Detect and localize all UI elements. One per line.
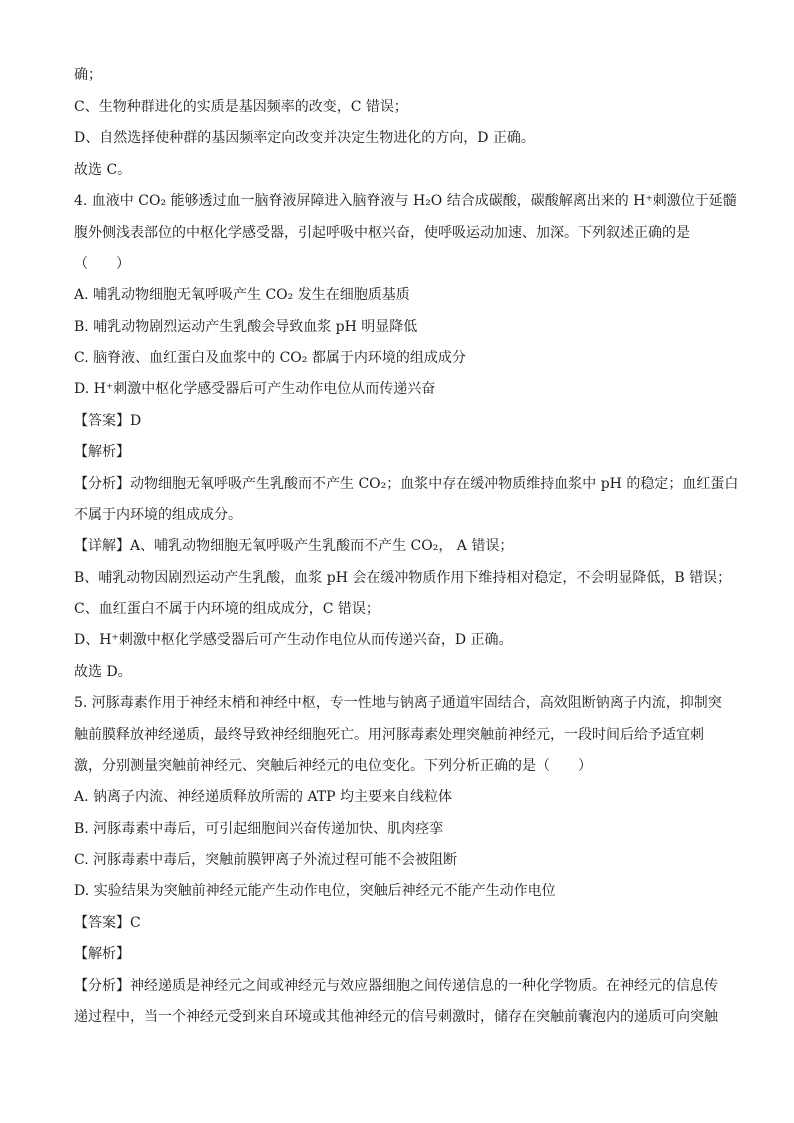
detail-text: C、血红蛋白不属于内环境的组成成分，C 错误； [74, 601, 380, 617]
analysis-text: 不属于内环境的组成成分。 [74, 507, 242, 523]
text-line: 确； [74, 67, 102, 83]
analysis-heading: 【解析】 [74, 444, 130, 460]
option-c: C. 脑脊液、血红蛋白及血浆中的 CO₂ 都属于内环境的组成成分 [74, 350, 466, 366]
question-5-stem: 激，分别测量突触前神经元、突触后神经元的电位变化。下列分析正确的是（ ） [74, 758, 592, 774]
analysis-text: 【分析】神经递质是神经元之间或神经元与效应器细胞之间传递信息的一种化学物质。在神经元的信息传 [74, 978, 718, 994]
detail-text: B、哺乳动物因剧烈运动产生乳酸，血浆 pH 会在缓冲物质作用下维持相对稳定，不会明显降低，B 错误； [74, 570, 732, 586]
detail-text: 【详解】A、哺乳动物细胞无氧呼吸产生乳酸而不产生 CO₂， A 错误； [74, 538, 514, 554]
option-a: A. 钠离子内流、神经递质释放所需的 ATP 均主要来自线粒体 [74, 789, 453, 805]
option-d: D. 实验结果为突触前神经元能产生动作电位，突触后神经元不能产生动作电位 [74, 883, 556, 899]
answer-blank: （ ） [74, 256, 130, 272]
text-line: D、自然选择使种群的基因频率定向改变并决定生物进化的方向，D 正确。 [74, 130, 535, 146]
answer-label: 【答案】D [74, 413, 142, 429]
option-a: A. 哺乳动物细胞无氧呼吸产生 CO₂ 发生在细胞质基质 [74, 287, 410, 303]
text-line: C、生物种群进化的实质是基因频率的改变，C 错误； [74, 99, 408, 115]
analysis-text: 【分析】动物细胞无氧呼吸产生乳酸而不产生 CO₂；血浆中存在缓冲物质维持血浆中 pH 的稳定；血红蛋白 [74, 476, 739, 492]
text-line: 故选 C。 [74, 162, 132, 178]
option-c: C. 河豚毒素中毒后，突触前膜钾离子外流过程可能不会被阻断 [74, 852, 458, 868]
detail-text: D、H⁺刺激中枢化学感受器后可产生动作电位从而传递兴奋，D 正确。 [74, 632, 513, 648]
option-d: D. H⁺刺激中枢化学感受器后可产生动作电位从而传递兴奋 [74, 381, 436, 397]
analysis-heading: 【解析】 [74, 946, 130, 962]
analysis-text: 递过程中，当一个神经元受到来自环境或其他神经元的信号刺激时，储存在突触前囊泡内的递质可向突触 [74, 1009, 718, 1025]
question-5-stem: 5. 河豚毒素作用于神经末梢和神经中枢，专一性地与钠离子通道牢固结合，高效阻断钠离子内流，抑制突 [74, 695, 722, 711]
question-4-stem: 4. 血液中 CO₂ 能够透过血一脑脊液屏障进入脑脊液与 H₂O 结合成碳酸，碳酸解离出来的 H⁺刺激位于延髓 [74, 193, 737, 209]
question-4-stem: 腹外侧浅表部位的中枢化学感受器，引起呼吸中枢兴奋，使呼吸运动加速、加深。下列叙述正确的是 [74, 225, 690, 241]
option-b: B. 哺乳动物剧烈运动产生乳酸会导致血浆 pH 明显降低 [74, 319, 418, 335]
detail-text: 故选 D。 [74, 664, 132, 680]
option-b: B. 河豚毒素中毒后，可引起细胞间兴奋传递加快、肌肉痉挛 [74, 821, 444, 837]
question-5-stem: 触前膜释放神经递质，最终导致神经细胞死亡。用河豚毒素处理突触前神经元，一段时间后给予适宜刺 [74, 727, 704, 743]
answer-label: 【答案】C [74, 915, 141, 931]
